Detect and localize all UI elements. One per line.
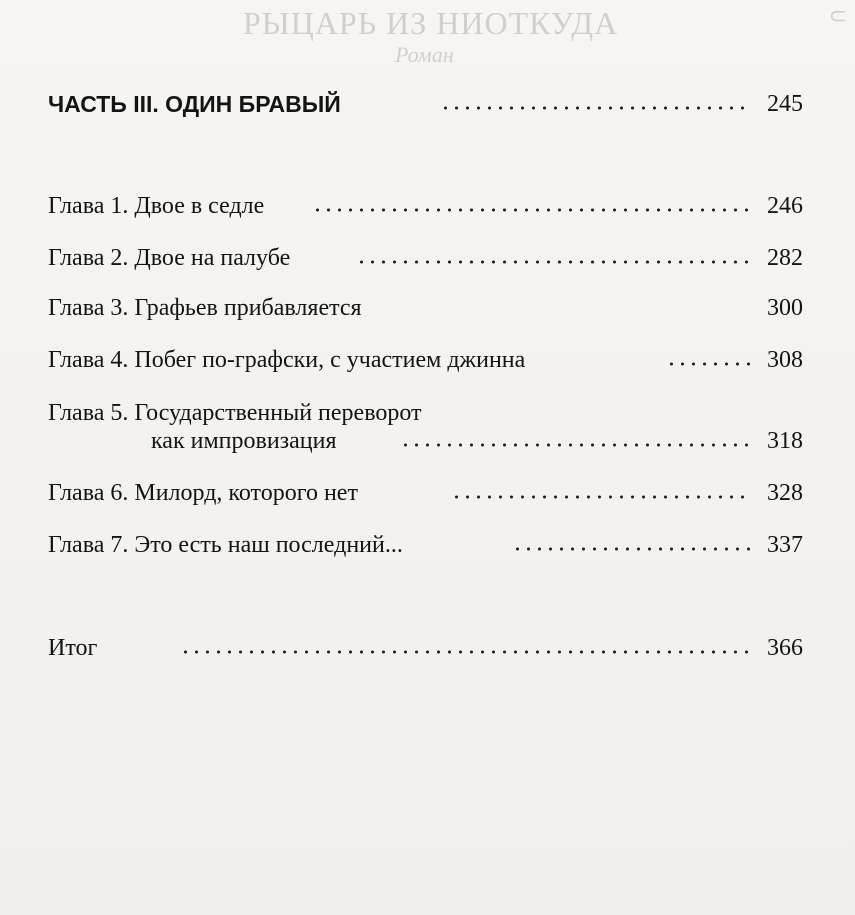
toc-part-page: 245 [767,91,803,117]
toc-chapter-title-continuation: как импровизация [151,428,337,454]
bleed-through-subtitle: Роман [395,42,454,67]
toc-chapter-page: 308 [767,347,803,373]
toc-leader-dots [398,443,752,447]
toc-chapter-title: Глава 4. Побег по-графски, с участием джинна [48,347,526,373]
toc-leader-dots [449,495,752,499]
toc-chapter-title: Глава 3. Графьев прибавляется [48,295,362,321]
toc-leader-dots [664,362,752,366]
toc-summary-page: 366 [767,635,803,661]
bleed-through-title: РЫЦАРЬ ИЗ НИОТКУДА [243,5,619,41]
toc-leader-dots [178,650,752,654]
toc-chapter-page: 328 [767,480,803,506]
toc-leader-dots [354,260,752,264]
toc-chapter-title: Глава 5. Государственный переворот [48,400,422,426]
toc-summary-title: Итог [48,635,98,661]
toc-part-title: ЧАСТЬ III. ОДИН БРАВЫЙ [48,91,341,117]
toc-chapter-title: Глава 1. Двое в седле [48,193,265,219]
toc-leader-dots [438,106,752,110]
toc-leader-dots [310,208,752,212]
toc-chapter-title: Глава 7. Это есть наш последний... [48,532,403,558]
corner-mark: ⊂ [828,3,847,28]
toc-chapter-title: Глава 6. Милорд, которого нет [48,480,358,506]
toc-chapter-page: 318 [767,428,803,454]
toc-chapter-page: 337 [767,532,803,558]
toc-chapter-title: Глава 2. Двое на палубе [48,245,291,271]
toc-leader-dots [510,547,752,551]
toc-chapter-page: 300 [767,295,803,321]
toc-chapter-page: 246 [767,193,803,219]
toc-chapter-page: 282 [767,245,803,271]
